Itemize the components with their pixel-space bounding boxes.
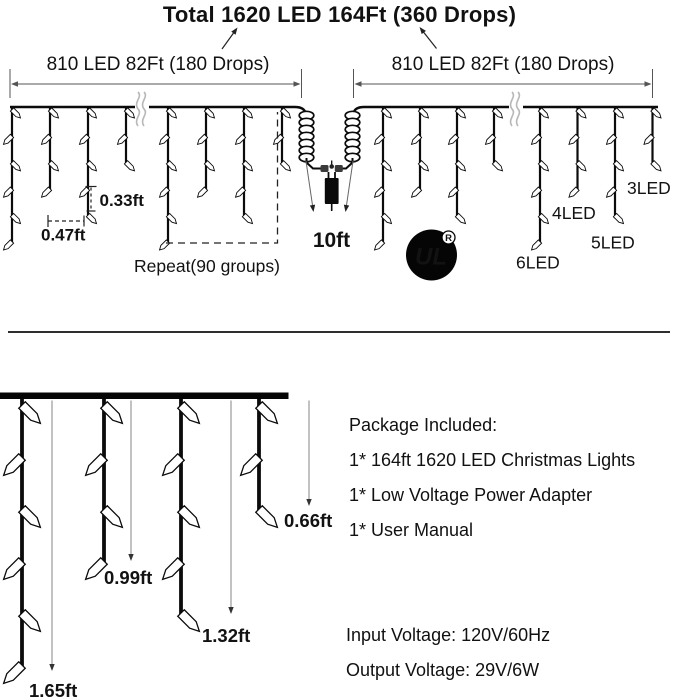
drop-length-label-132: 1.32ft	[202, 625, 251, 646]
arrowhead	[128, 554, 133, 561]
left-section-label: 810 LED 82Ft (180 Drops)	[46, 54, 270, 75]
led-bulb-icon	[280, 161, 292, 173]
drop-count-label-6led: 6LED	[516, 252, 560, 273]
led-bulb-icon	[530, 240, 542, 252]
repeat-group-outline	[166, 112, 278, 243]
arrowhead	[306, 499, 311, 506]
output-voltage-text: Output Voltage: 29V/6W	[346, 659, 540, 680]
led-bulb-icon	[196, 187, 208, 199]
connector-plug	[321, 165, 329, 172]
led-bulb-icon	[492, 161, 504, 173]
package-item: 1* Low Voltage Power Adapter	[349, 485, 593, 505]
led-bulb-icon	[0, 662, 25, 687]
power-adapter	[325, 178, 339, 204]
led-bulb-icon	[2, 240, 14, 252]
package-heading: Package Included:	[349, 415, 498, 435]
led-bulb-icon	[373, 240, 385, 252]
arrowhead	[344, 205, 349, 212]
led-bulb-icon	[40, 187, 52, 199]
led-bulb-icon	[613, 213, 625, 225]
package-item: 1* 164ft 1620 LED Christmas Lights	[349, 450, 636, 470]
page-title: Total 1620 LED 164Ft (360 Drops)	[162, 2, 517, 27]
arrowhead	[645, 81, 652, 86]
arrowhead	[231, 28, 237, 35]
connector-plug	[335, 165, 343, 172]
drop-count-label-4led: 4LED	[552, 203, 596, 223]
package-included-section	[349, 408, 635, 548]
drop-spacing-label: 0.47ft	[41, 225, 86, 245]
led-bulb-icon	[242, 213, 254, 225]
light-string-wire	[354, 107, 659, 113]
led-bulb-icon	[158, 240, 170, 252]
led-bulb-icon	[455, 213, 467, 225]
led-bulb-icon	[86, 213, 98, 225]
right-section-label: 810 LED 82Ft (180 Drops)	[391, 54, 615, 75]
voltage-section	[346, 618, 550, 687]
drop-count-label-5led: 5LED	[591, 232, 635, 253]
led-bulb-icon	[256, 506, 281, 531]
arrow-line	[222, 31, 235, 49]
arrowhead	[294, 81, 301, 86]
lead-length-label: 10ft	[312, 229, 351, 252]
arrowhead	[310, 205, 315, 212]
drop-count-label-3led: 3LED	[627, 178, 671, 198]
arrowhead	[228, 607, 233, 614]
repeat-label: Repeat(90 groups)	[134, 256, 280, 276]
package-item: 1* User Manual	[349, 520, 474, 540]
drop-length-label-099: 0.99ft	[104, 567, 153, 588]
diagram-graphics	[0, 27, 662, 687]
led-spacing-label: 0.33ft	[99, 191, 144, 210]
led-bulb-icon	[410, 187, 422, 199]
led-bulb-icon	[178, 610, 203, 635]
arrowhead	[49, 664, 54, 671]
led-bulb-icon	[651, 161, 663, 173]
arrow-line	[422, 30, 437, 48]
roof-bar	[0, 393, 289, 400]
drop-length-label-165: 1.65ft	[29, 680, 78, 700]
ul-registered-mark: R	[445, 233, 452, 244]
led-bulb-icon	[567, 187, 579, 199]
drop-length-label-066: 0.66ft	[284, 510, 333, 531]
input-voltage-text: Input Voltage: 120V/60Hz	[346, 625, 551, 645]
arrowhead	[11, 81, 18, 86]
arrowhead	[355, 81, 362, 86]
connector-joint	[329, 164, 334, 169]
led-bulb-icon	[124, 161, 136, 173]
ul-logo-text: UL	[415, 243, 447, 271]
